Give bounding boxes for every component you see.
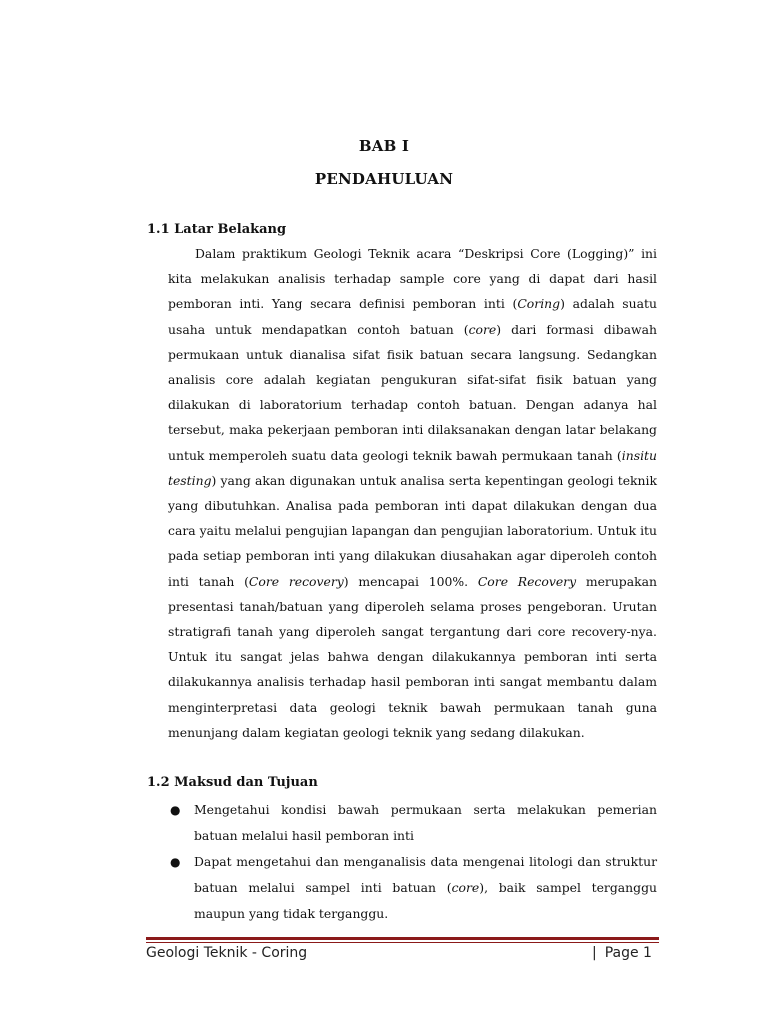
footer-rule-thin <box>146 942 659 943</box>
section-heading-latar-belakang: 1.1 Latar Belakang <box>147 222 287 237</box>
chapter-number: BAB I <box>358 137 410 155</box>
list-item-text: Mengetahui kondisi bawah permukaan serta melakukan pemerian batuan melalui hasil pemboran inti <box>194 802 657 843</box>
italic-term: insitu testing <box>168 447 657 488</box>
section-heading-maksud-tujuan: 1.2 Maksud dan Tujuan <box>147 775 318 790</box>
paragraph-latar-belakang: Dalam praktikum Geologi Teknik acara “Deskripsi Core (Logging)” ini kita melakukan analisis terhadap sample core yang di dapat dari hasil pemboran inti. Yang secara definisi pemboran inti (Coring) adalah suatu usaha untuk mendapatkan contoh batuan (core) dari formasi dibawah permukaan untuk dianalisa sifat fisik batuan secara langsung. Sedangkan analisis core adalah kegiatan pengukuran sifat-sifat fisik batuan yang dilakukan di laboratorium terhadap contoh batuan. Dengan adanya hal tersebut, maka pekerjaan pemboran inti dilaksanakan dengan latar belakang untuk memperoleh suatu data geologi teknik bawah permukaan tanah (insitu testing) yang akan digunakan untuk analisa serta kepentingan geologi teknik yang dibutuhkan. Analisa pada pemboran inti dapat dilakukan dengan dua cara yaitu melalui pengujian lapangan dan pengujian laboratorium. Untuk itu pada setiap pemboran inti yang dilakukan diusahakan agar diperoleh contoh inti tanah (Core recovery) mencapai 100%. Core Recovery merupakan presentasi tanah/batuan yang diperoleh selama proses pengeboran. Urutan stratigrafi tanah yang diperoleh sangat tergantung dari core recovery-nya. Untuk itu sangat jelas bahwa dengan dilakukannya pemboran inti serta dilakukannya analisis terhadap hasil pemboran inti sangat membantu dalam menginterpretasi data geologi teknik bawah permukaan tanah guna menunjang dalam kegiatan geologi teknik yang sedang dilakukan. <box>168 246 657 740</box>
italic-term: core <box>468 321 497 337</box>
list-item <box>168 797 657 849</box>
italic-term: Core Recovery <box>477 573 577 589</box>
bullet-icon: ● <box>170 803 181 817</box>
list-item-text: Dapat mengetahui dan menganalisis data mengenai litologi dan struktur batuan melalui sampel inti batuan (core), baik sampel terganggu maupun yang tidak terganggu. <box>194 854 657 921</box>
footer-title: Geologi Teknik - Coring <box>146 945 308 961</box>
italic-term: Coring <box>517 296 561 312</box>
footer-rule-thick <box>146 937 659 940</box>
list-item <box>168 849 657 927</box>
footer-separator: | <box>592 945 597 961</box>
objectives-list <box>168 797 657 927</box>
italic-term: Core recovery <box>248 573 344 589</box>
italic-term: core <box>451 880 480 895</box>
bullet-icon: ● <box>170 855 181 869</box>
footer-page-number <box>592 945 652 961</box>
page-label: Page 1 <box>604 945 652 961</box>
chapter-title: PENDAHULUAN <box>314 170 454 188</box>
